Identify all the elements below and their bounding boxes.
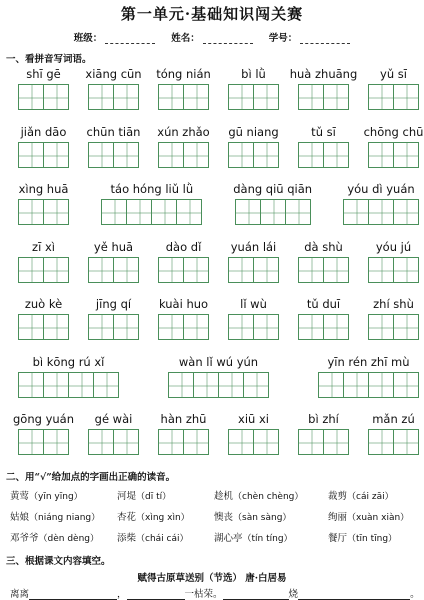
- poem-fill-line: [10, 586, 420, 600]
- pinyin-text: zhí shù: [373, 297, 414, 311]
- tianzige-cell[interactable]: [393, 84, 419, 110]
- word-writing-box[interactable]: [18, 429, 68, 455]
- word-text: 裁剪: [328, 491, 348, 502]
- tianzige-cell[interactable]: [323, 257, 349, 283]
- writing-box-row: [18, 142, 418, 168]
- tianzige-cell[interactable]: [260, 199, 286, 225]
- tianzige-cell[interactable]: [235, 199, 261, 225]
- student-info: [0, 30, 424, 44]
- tianzige-cell[interactable]: [88, 429, 114, 455]
- tianzige-cell[interactable]: [368, 257, 394, 283]
- tianzige-cell[interactable]: [183, 257, 209, 283]
- tianzige-cell[interactable]: [43, 257, 69, 283]
- tianzige-cell[interactable]: [113, 314, 139, 340]
- pinyin-text: yǔ sī: [380, 67, 407, 81]
- tianzige-cell[interactable]: [18, 84, 44, 110]
- tianzige-cell[interactable]: [228, 257, 254, 283]
- pinyin-text: yīn rén zhī mù: [327, 354, 410, 369]
- word-writing-box[interactable]: [368, 84, 418, 110]
- pinyin-text: gū niang: [228, 124, 279, 139]
- writing-box-row: [18, 429, 418, 455]
- word-writing-box[interactable]: [158, 257, 208, 283]
- tianzige-cell[interactable]: [253, 84, 279, 110]
- word-writing-box[interactable]: [228, 257, 278, 283]
- tianzige-cell[interactable]: [158, 142, 184, 168]
- word-writing-box[interactable]: [368, 314, 418, 340]
- tianzige-cell[interactable]: [253, 429, 279, 455]
- pinyin-choices[interactable]: （dèn dèng）: [38, 534, 99, 544]
- tianzige-cell[interactable]: [393, 429, 419, 455]
- pinyin-row: [18, 124, 424, 139]
- id-field: [269, 30, 351, 44]
- tianzige-cell[interactable]: [88, 257, 114, 283]
- tianzige-cell[interactable]: [253, 142, 279, 168]
- section2-title: 二、用“√”给加点的字画出正确的读音。: [6, 472, 176, 483]
- tianzige-cell[interactable]: [285, 199, 311, 225]
- word-writing-box[interactable]: [298, 142, 348, 168]
- word-writing-box[interactable]: [168, 372, 268, 398]
- word-writing-box[interactable]: [18, 372, 118, 398]
- word-writing-box[interactable]: [298, 429, 348, 455]
- pinyin-choices[interactable]: （tín tíng）: [242, 534, 293, 544]
- pinyin-choices[interactable]: （cái zāi）: [347, 492, 394, 502]
- pinyin-text: zī xì: [32, 239, 55, 254]
- word-writing-box[interactable]: [18, 199, 68, 225]
- word-text: 邓爷爷: [10, 533, 39, 544]
- tianzige-cell[interactable]: [18, 314, 44, 340]
- tianzige-cell[interactable]: [253, 257, 279, 283]
- class-field: [74, 30, 156, 44]
- pinyin-row: [18, 297, 418, 311]
- section3-title: 三、根据课文内容填空。: [6, 556, 111, 567]
- word-writing-box[interactable]: [158, 314, 208, 340]
- poem-blank-2[interactable]: [127, 590, 185, 600]
- word-text: 餐厅: [328, 533, 348, 544]
- word-writing-box[interactable]: [318, 372, 418, 398]
- pinyin-text: yóu jú: [375, 239, 412, 254]
- id-label: 学号：: [268, 33, 298, 44]
- tianzige-cell[interactable]: [183, 429, 209, 455]
- tianzige-cell[interactable]: [368, 142, 394, 168]
- pinyin-text: kuài huo: [158, 297, 209, 311]
- pinyin-text: mǎn zú: [372, 412, 415, 426]
- tianzige-cell[interactable]: [393, 372, 419, 398]
- name-label: 姓名：: [171, 33, 200, 44]
- pronunciation-item[interactable]: [328, 509, 409, 523]
- poem-blank-3[interactable]: [223, 590, 289, 600]
- pinyin-text: xìng huā: [18, 182, 69, 196]
- tianzige-cell[interactable]: [93, 372, 119, 398]
- name-field: [171, 30, 253, 44]
- tianzige-cell[interactable]: [218, 372, 244, 398]
- pinyin-choices[interactable]: （chèn chèng）: [233, 492, 304, 502]
- word-text: 懊丧: [214, 512, 234, 523]
- pronunciation-line: [10, 488, 420, 502]
- tianzige-cell[interactable]: [193, 372, 219, 398]
- tianzige-cell[interactable]: [68, 372, 94, 398]
- poem-mid: 一枯荣。: [184, 589, 223, 600]
- pronunciation-item[interactable]: [328, 488, 394, 502]
- pinyin-text: shī gē: [26, 67, 61, 81]
- poem-comma: ，: [117, 589, 127, 600]
- pinyin-text: tǔ sī: [311, 124, 336, 139]
- tianzige-cell[interactable]: [43, 199, 69, 225]
- tianzige-cell[interactable]: [228, 142, 254, 168]
- pronunciation-item[interactable]: [214, 530, 293, 544]
- pinyin-choices[interactable]: （sàn sàng）: [233, 513, 292, 523]
- class-blank[interactable]: [105, 34, 155, 44]
- pinyin-text: táo hóng liǔ lǜ: [110, 182, 194, 196]
- pinyin-text: xún zhǎo: [157, 124, 210, 139]
- pinyin-text: xiū xi: [238, 412, 269, 426]
- pronunciation-line: [10, 509, 420, 523]
- tianzige-cell[interactable]: [126, 199, 152, 225]
- word-writing-box[interactable]: [228, 429, 278, 455]
- pinyin-text: dà shù: [304, 239, 343, 254]
- word-text: 添柴: [117, 533, 137, 544]
- pinyin-text: huà zhuāng: [289, 67, 358, 81]
- writing-box-row: [18, 257, 418, 283]
- pinyin-text: tóng nián: [156, 67, 211, 81]
- tianzige-cell[interactable]: [298, 142, 324, 168]
- pinyin-text: gōng yuán: [12, 412, 75, 426]
- pinyin-choices[interactable]: （niáng niang）: [29, 513, 101, 523]
- tianzige-cell[interactable]: [18, 142, 44, 168]
- pinyin-text: bì lǜ: [241, 67, 266, 81]
- pinyin-choices[interactable]: （chái cái）: [136, 534, 189, 544]
- poem-title: 赋得古原草送别（节选） 唐·白居易: [137, 573, 287, 584]
- pinyin-text: dàng qiū qiān: [233, 182, 313, 196]
- writing-box-row: [18, 372, 418, 398]
- tianzige-cell[interactable]: [393, 314, 419, 340]
- tianzige-cell[interactable]: [43, 314, 69, 340]
- tianzige-cell[interactable]: [113, 257, 139, 283]
- word-text: 杏花: [117, 512, 137, 523]
- word-text: 趁机: [214, 491, 234, 502]
- pinyin-text: bì kōng rú xǐ: [32, 354, 105, 369]
- pinyin-text: xiāng cūn: [85, 67, 142, 81]
- pinyin-choices[interactable]: （xuàn xiàn）: [347, 513, 410, 523]
- pinyin-text: jiǎn dāo: [20, 124, 67, 139]
- tianzige-cell[interactable]: [113, 429, 139, 455]
- tianzige-cell[interactable]: [323, 142, 349, 168]
- tianzige-cell[interactable]: [18, 199, 44, 225]
- tianzige-cell[interactable]: [88, 142, 114, 168]
- pinyin-row: [18, 240, 418, 254]
- pinyin-choices[interactable]: （tīn tīng）: [347, 534, 398, 544]
- pinyin-row: [18, 67, 418, 81]
- word-text: 河堤: [117, 491, 137, 502]
- word-writing-box[interactable]: [228, 84, 278, 110]
- word-writing-box[interactable]: [298, 257, 348, 283]
- tianzige-cell[interactable]: [183, 314, 209, 340]
- word-writing-box[interactable]: [88, 314, 138, 340]
- pinyin-text: yóu dì yuán: [347, 182, 415, 196]
- tianzige-cell[interactable]: [368, 429, 394, 455]
- word-writing-box[interactable]: [88, 142, 138, 168]
- word-writing-box[interactable]: [368, 429, 418, 455]
- tianzige-cell[interactable]: [113, 142, 139, 168]
- tianzige-cell[interactable]: [151, 199, 177, 225]
- tianzige-cell[interactable]: [158, 429, 184, 455]
- tianzige-cell[interactable]: [323, 314, 349, 340]
- word-writing-box[interactable]: [368, 142, 418, 168]
- tianzige-cell[interactable]: [18, 372, 44, 398]
- pinyin-text: gé wài: [94, 412, 133, 426]
- tianzige-cell[interactable]: [368, 199, 394, 225]
- tianzige-cell[interactable]: [113, 84, 139, 110]
- poem-blank-4[interactable]: [298, 590, 410, 600]
- pinyin-text: chūn tiān: [86, 124, 141, 139]
- word-writing-box[interactable]: [298, 314, 348, 340]
- word-text: 姑娘: [10, 512, 30, 523]
- word-writing-box[interactable]: [18, 84, 68, 110]
- tianzige-cell[interactable]: [343, 199, 369, 225]
- pinyin-choices[interactable]: （yīn yīng）: [29, 492, 83, 502]
- tianzige-cell[interactable]: [298, 84, 324, 110]
- tianzige-cell[interactable]: [368, 314, 394, 340]
- pinyin-text: zuò kè: [24, 297, 63, 311]
- pinyin-text: tǔ duī: [306, 297, 341, 311]
- word-writing-box[interactable]: [228, 142, 278, 168]
- pinyin-row: [12, 412, 418, 426]
- poem-start: 离离: [10, 589, 30, 600]
- page-title: 第一单元·基础知识闯关赛: [120, 5, 304, 23]
- tianzige-cell[interactable]: [243, 372, 269, 398]
- pronunciation-item[interactable]: [214, 488, 303, 502]
- tianzige-cell[interactable]: [183, 84, 209, 110]
- word-writing-box[interactable]: [18, 314, 68, 340]
- tianzige-cell[interactable]: [88, 84, 114, 110]
- tianzige-cell[interactable]: [158, 314, 184, 340]
- tianzige-cell[interactable]: [343, 372, 369, 398]
- tianzige-cell[interactable]: [323, 429, 349, 455]
- pinyin-text: yě huā: [93, 239, 134, 254]
- pronunciation-item[interactable]: [10, 509, 100, 523]
- word-writing-box[interactable]: [298, 84, 348, 110]
- tianzige-cell[interactable]: [43, 429, 69, 455]
- tianzige-cell[interactable]: [183, 142, 209, 168]
- pinyin-text: lǐ wù: [240, 297, 267, 311]
- pronunciation-item[interactable]: [10, 488, 83, 502]
- word-writing-box[interactable]: [88, 84, 138, 110]
- pronunciation-item[interactable]: [328, 530, 397, 544]
- tianzige-cell[interactable]: [88, 314, 114, 340]
- tianzige-cell[interactable]: [158, 84, 184, 110]
- pronunciation-item[interactable]: [214, 509, 291, 523]
- writing-box-row: [18, 84, 418, 110]
- word-writing-box[interactable]: [18, 257, 68, 283]
- word-writing-box[interactable]: [88, 257, 138, 283]
- word-writing-box[interactable]: [368, 257, 418, 283]
- pinyin-choices[interactable]: （xìng xìn）: [136, 513, 190, 523]
- pinyin-text: yuán lái: [230, 239, 277, 254]
- id-blank[interactable]: [300, 34, 350, 44]
- tianzige-cell[interactable]: [18, 429, 44, 455]
- pronunciation-item[interactable]: [117, 530, 189, 544]
- pinyin-text: bì zhí: [308, 412, 339, 426]
- tianzige-cell[interactable]: [176, 199, 202, 225]
- poem-end: 。: [410, 589, 420, 600]
- pinyin-row: [18, 355, 418, 369]
- tianzige-cell[interactable]: [228, 314, 254, 340]
- tianzige-cell[interactable]: [393, 257, 419, 283]
- word-writing-box[interactable]: [18, 142, 68, 168]
- tianzige-cell[interactable]: [43, 142, 69, 168]
- tianzige-cell[interactable]: [43, 372, 69, 398]
- tianzige-cell[interactable]: [18, 257, 44, 283]
- word-text: 绚丽: [328, 512, 348, 523]
- pinyin-text: wàn lǐ wú yún: [178, 354, 259, 369]
- tianzige-cell[interactable]: [368, 84, 394, 110]
- poem-shao: 烧: [288, 589, 299, 600]
- tianzige-cell[interactable]: [393, 199, 419, 225]
- word-writing-box[interactable]: [158, 84, 208, 110]
- tianzige-cell[interactable]: [368, 372, 394, 398]
- word-writing-box[interactable]: [158, 142, 208, 168]
- pinyin-text: dào dǐ: [165, 239, 202, 254]
- pinyin-text: hàn zhū: [160, 412, 207, 426]
- tianzige-cell[interactable]: [298, 257, 324, 283]
- tianzige-cell[interactable]: [158, 257, 184, 283]
- pronunciation-item[interactable]: [117, 509, 190, 523]
- word-text: 湖心亭: [214, 533, 243, 544]
- pinyin-row: [18, 182, 418, 196]
- tianzige-cell[interactable]: [298, 314, 324, 340]
- word-writing-box[interactable]: [101, 199, 201, 225]
- pronunciation-item[interactable]: [10, 530, 99, 544]
- word-writing-box[interactable]: [88, 429, 138, 455]
- tianzige-cell[interactable]: [228, 84, 254, 110]
- tianzige-cell[interactable]: [323, 84, 349, 110]
- tianzige-cell[interactable]: [253, 314, 279, 340]
- word-writing-box[interactable]: [228, 314, 278, 340]
- section1-title: 一、看拼音写词语。: [6, 54, 92, 65]
- tianzige-cell[interactable]: [393, 142, 419, 168]
- tianzige-cell[interactable]: [318, 372, 344, 398]
- word-writing-box[interactable]: [235, 199, 310, 225]
- pronunciation-line: [10, 530, 420, 544]
- tianzige-cell[interactable]: [101, 199, 127, 225]
- word-writing-box[interactable]: [343, 199, 418, 225]
- tianzige-cell[interactable]: [228, 429, 254, 455]
- pronunciation-item[interactable]: [117, 488, 171, 502]
- name-blank[interactable]: [203, 34, 253, 44]
- pinyin-text: chōng chū: [363, 124, 424, 139]
- word-text: 黄莺: [10, 491, 30, 502]
- tianzige-cell[interactable]: [168, 372, 194, 398]
- class-label: 班级：: [73, 33, 103, 44]
- pinyin-choices[interactable]: （dī tí）: [136, 492, 172, 502]
- writing-box-row: [18, 199, 418, 225]
- poem-blank-1[interactable]: [29, 590, 117, 600]
- writing-box-row: [18, 314, 418, 340]
- pinyin-text: jīng qí: [95, 297, 132, 311]
- tianzige-cell[interactable]: [298, 429, 324, 455]
- tianzige-cell[interactable]: [43, 84, 69, 110]
- word-writing-box[interactable]: [158, 429, 208, 455]
